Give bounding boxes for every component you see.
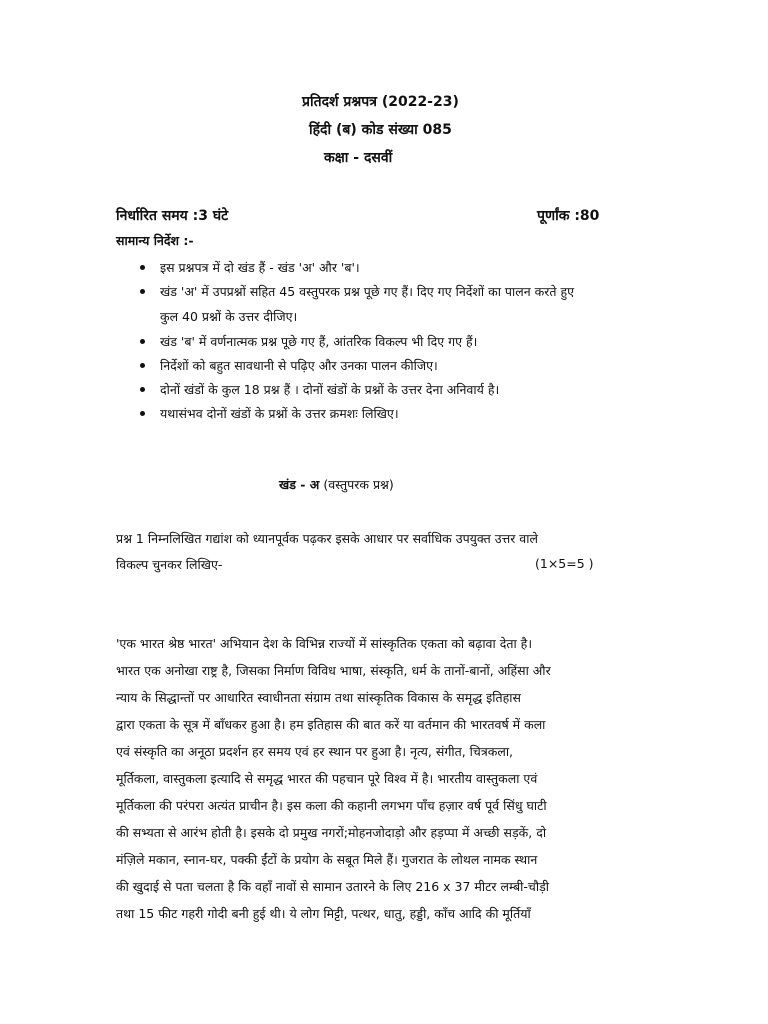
passage-line: मूर्तिकला की परंपरा अत्यंत प्राचीन है। इस कला की कहानी लगभग पाँच हज़ार वर्ष पूर्व सिंधु घाटी — [116, 798, 547, 813]
question-marks: (1×5=5 ) — [535, 556, 594, 571]
instructions-list — [140, 256, 660, 304]
passage-line: तथा 15 फीट गहरी गोदी बनी हुई थी। ये लोग मिट्टी, पत्थर, धातु, हड्डी, काँच आदि की मूर्तियाँ — [116, 906, 531, 921]
section-heading — [279, 476, 394, 493]
passage-line: द्वारा एकता के सूत्र में बाँधकर हुआ है। हम इतिहास की बात करें या वर्तमान की भारतवर्ष में कला — [116, 717, 546, 732]
time-allowed: निर्धारित समय :3 घंटे — [116, 208, 229, 224]
passage-line: की खुदाई से पता चलता है कि वहाँ नावों से सामान उतारने के लिए 216 x 37 मीटर लम्बी-चौड़ी — [116, 879, 550, 894]
question-prompt-line2: विकल्प चुनकर लिखिए- — [116, 557, 223, 572]
instruction-item: यथासंभव दोनों खंडों के प्रश्नों के उत्तर क्रमशः लिखिए। — [140, 402, 660, 426]
passage — [116, 630, 646, 927]
passage-line: भारत एक अनोखा राष्ट्र है, जिसका निर्माण विविध भाषा, संस्कृति, धर्म के तानों-बानों, अहिंसा और — [116, 663, 551, 678]
section-name: खंड - अ — [279, 477, 320, 492]
instruction-item-continuation: कुल 40 प्रश्नों के उत्तर दीजिए। — [160, 309, 298, 324]
class-label: कक्षा - दसवीं — [324, 150, 393, 166]
instruction-item: खंड 'अ' में उपप्रश्नों सहित 45 वस्तुपरक प्रश्न पूछे गए हैं। दिए गए निर्देशों का पालन करते हुए — [140, 280, 660, 304]
subject-code: हिंदी (ब) कोड संख्या 085 — [309, 122, 452, 138]
instruction-item: निर्देशों को बहुत सावधानी से पढ़िए और उनका पालन कीजिए। — [140, 354, 660, 378]
passage-line: मंज़िले मकान, स्नान-घर, पक्की ईंटों के प्रयोग के सबूत मिले हैं। गुजरात के लोथल नामक स्थान — [116, 852, 538, 867]
instruction-item: दोनों खंडों के कुल 18 प्रश्न हैं । दोनों खंडों के प्रश्नों के उत्तर देना अनिवार्य है। — [140, 378, 660, 402]
instructions-list-continued — [140, 330, 660, 426]
paper-title: प्रतिदर्श प्रश्नपत्र (2022-23) — [302, 94, 459, 110]
passage-line: मूर्तिकला, वास्तुकला इत्यादि से समृद्ध भारत की पहचान पूरे विश्व में है। भारतीय वास्तुकला एवं — [116, 771, 538, 786]
passage-line: एवं संस्कृति का अनूठा प्रदर्शन हर समय एवं हर स्थान पर हुआ है। नृत्य, संगीत, चित्रकला, — [116, 744, 514, 759]
instruction-item: इस प्रश्नपत्र में दो खंड हैं - खंड 'अ' और 'ब'। — [140, 256, 660, 280]
max-marks: पूर्णांक :80 — [537, 208, 600, 224]
section-type: (वस्तुपरक प्रश्न) — [323, 477, 394, 492]
instruction-item: खंड 'ब' में वर्णनात्मक प्रश्न पूछे गए हैं, आंतरिक विकल्प भी दिए गए हैं। — [140, 330, 660, 354]
question-prompt-line1: प्रश्न 1 निम्नलिखित गद्यांश को ध्यानपूर्वक पढ़कर इसके आधार पर सर्वाधिक उपयुक्त उत्तर वाले — [116, 531, 538, 546]
passage-line: की सभ्यता से आरंभ होती है। इसके दो प्रमुख नगरों;मोहनजोदाड़ो और हड़प्पा में अच्छी सड़कें, दो — [116, 825, 547, 840]
instructions-heading: सामान्य निर्देश :- — [116, 233, 194, 248]
passage-line: 'एक भारत श्रेष्ठ भारत' अभियान देश के विभिन्न राज्यों में सांस्कृतिक एकता को बढ़ावा देता है। — [116, 636, 533, 651]
passage-line: न्याय के सिद्धान्तों पर आधारित स्वाधीनता संग्राम तथा सांस्कृतिक विकास के समृद्ध इतिहास — [116, 690, 521, 705]
